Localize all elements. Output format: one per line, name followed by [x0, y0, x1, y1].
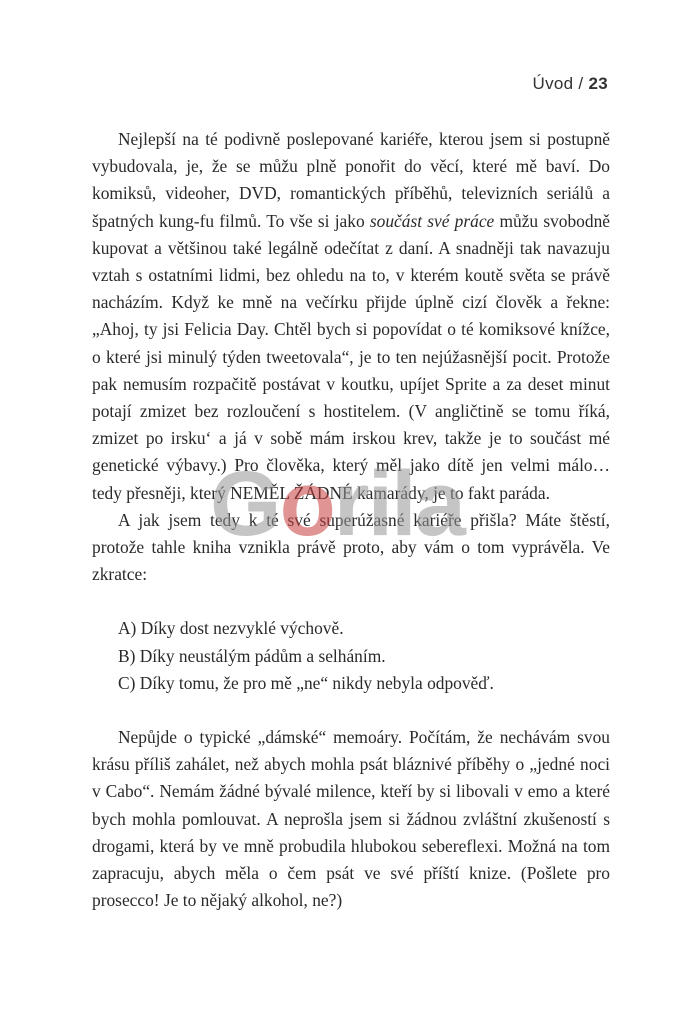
- list-item: C) Díky tomu, že pro mě „ne“ nikdy nebyla odpověď.: [118, 672, 494, 693]
- paragraph-1-text-a: Nejlepší na té podivně poslepované kariéře, kterou jsem si postupně vybudovala, je, že se můžu plně ponořit do věcí, které mě baví. Do komiksů, videoher, DVD, romantických příběhů, televizních seriálů a špatných kung-fu filmů. To vše si jako: [92, 129, 610, 231]
- spacer: [92, 697, 610, 724]
- list-item: A) Díky dost nezvyklé výchově.: [118, 618, 344, 639]
- paragraph-3: Nepůjde o typické „dámské“ memoáry. Počítám, že nechávám svou krásu příliš zahálet, než abych mohla psát bláznivé příběhy o „jedné noci v Cabo“. Nemám žádné bývalé milence, kteří by si libovali v emo a které bych mohla pomlouvat. A neprošla jsem si žádnou zvláštní zkušeností s drogami, která by ve mně probudila hlubokou sebereflexi. Možná na tom zapracuju, abych měla o čem psát ve své příští knize. (Pošlete pro prosecco! Je to nějaký alkohol, ne?): [92, 727, 610, 911]
- answer-list: [92, 615, 610, 697]
- paragraph-1-text-b: můžu svobodně kupovat a většinou také legálně odečítat z daní. A snadněji tak navazuju vztah s ostatními lidmi, bez ohledu na to, v kterém koutě světa se právě nacházím. Když ke mně na večírku přijde úplně cizí člověk a řekne: „Ahoj, ty jsi Felicia Day. Chtěl bych si popovídat o té komiksové knížce, o které jsi minulý týden tweetovala“, je to ten nejúžasnější pocit. Protože pak nemusím rozpačitě postávat v koutku, upíjet Sprite a za deset minut potají zmizet bez rozloučení s hostitelem. (V angličtině se tomu říká, zmizet po irsku‘ a já v sobě mám irskou krev, takže je to součást mé genetické výbavy.) Pro člověka, který měl jako dítě jen velmi málo… tedy přesněji, který NEMĚL ŽÁDNÉ kamarády, je to fakt paráda.: [92, 210, 610, 503]
- publisher-watermark: Gorila: [210, 453, 464, 555]
- running-header: [533, 74, 608, 94]
- list-item: B) Díky neustálým pádům a selháním.: [118, 645, 386, 666]
- spacer: [92, 588, 610, 615]
- page-number: 23: [588, 74, 608, 93]
- body-text: [92, 126, 610, 914]
- header-separator: /: [573, 74, 589, 93]
- paragraph-2: A jak jsem tedy k té své superúžasné kariéře přišla? Máte štěstí, protože tahle kniha vznikla právě proto, aby vám o tom vyprávěla. Ve zkratce:: [92, 509, 610, 585]
- emphasis-text: součást své práce: [369, 210, 495, 231]
- paragraph-1: [92, 126, 610, 507]
- section-title: Úvod: [532, 74, 574, 93]
